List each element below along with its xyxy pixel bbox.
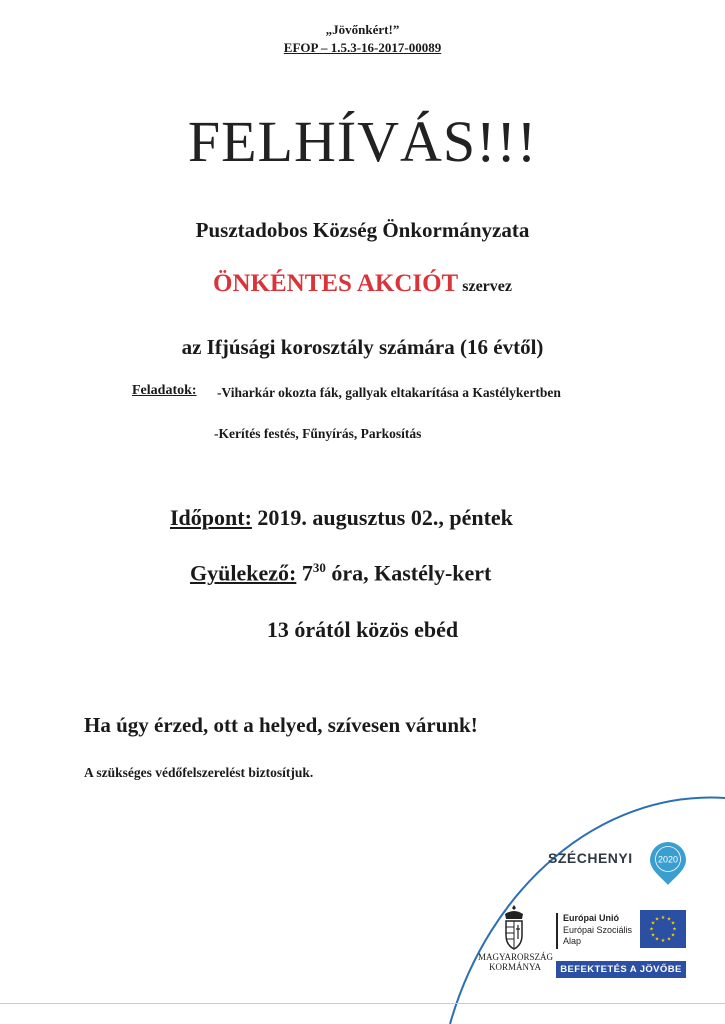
meeting-line <box>190 560 491 586</box>
svg-text:★: ★ <box>650 932 656 939</box>
organizer: Pusztadobos Község Önkormányzata <box>195 218 530 242</box>
invest-banner: BEFEKTETÉS A JÖVŐBE <box>556 961 686 978</box>
meeting-place: óra, Kastély-kert <box>331 560 492 586</box>
government-line-1: MAGYARORSZÁG <box>478 952 554 962</box>
task-item: -Viharkár okozta fák, gallyak eltakarítása a Kastélykertben <box>217 385 561 400</box>
date-line <box>170 505 513 531</box>
svg-text:★: ★ <box>666 916 672 923</box>
svg-text:★: ★ <box>650 920 656 927</box>
lunch-line: 13 órától közös ebéd <box>266 617 459 642</box>
eu-line-3: Alap <box>563 936 582 946</box>
government-label <box>478 952 552 972</box>
szechenyi-label: SZÉCHENYI <box>548 850 633 866</box>
svg-text:★: ★ <box>670 920 676 927</box>
date-value: 2019. augusztus 02., péntek <box>257 505 513 530</box>
svg-text:★: ★ <box>649 926 654 933</box>
svg-text:★: ★ <box>666 936 672 943</box>
eu-divider <box>556 913 558 949</box>
project-code-text: EFOP – 1.5.3-16-2017-00089 <box>283 40 442 55</box>
svg-text:★: ★ <box>660 938 666 944</box>
target-group: az Ifjúsági korosztály számára (16 évtől) <box>181 335 544 359</box>
equipment-note: A szükséges védőfelszerelést biztosítjuk. <box>84 765 314 780</box>
project-code <box>0 40 725 56</box>
government-line-2: KORMÁNYA <box>488 962 541 972</box>
svg-text:★: ★ <box>672 926 677 933</box>
eu-line-2: Európai Szociális <box>563 924 633 935</box>
tasks-label: Feladatok: <box>132 383 197 398</box>
task-item: -Kerítés festés, Fűnyírás, Parkosítás <box>214 426 422 441</box>
government-crest-icon <box>500 903 528 951</box>
invitation-text: Ha úgy érzed, ott a helyed, szívesen várunk! <box>84 713 478 737</box>
action-line <box>0 270 725 298</box>
svg-text:★: ★ <box>654 936 660 943</box>
page-title: FELHÍVÁS!!! <box>187 109 538 174</box>
szechenyi-2020-pin-icon <box>648 840 688 886</box>
svg-text:★: ★ <box>660 915 666 921</box>
eu-label <box>563 913 632 948</box>
meeting-minutes: 30 <box>312 560 326 575</box>
eu-line-1: Európai Unió <box>563 913 619 923</box>
project-name: „Jövőnkért!” <box>325 22 400 37</box>
page-edge-divider <box>0 1003 725 1004</box>
svg-text:★: ★ <box>670 932 676 939</box>
szechenyi-year: 2020 <box>657 854 679 865</box>
date-label: Időpont: <box>170 505 252 530</box>
action-verb: szervez <box>462 278 512 295</box>
meeting-label: Gyülekező: <box>190 560 297 586</box>
svg-text:★: ★ <box>654 916 660 923</box>
eu-flag-icon <box>640 910 686 948</box>
meeting-hour: 7 <box>301 560 313 586</box>
szechenyi-arc <box>448 780 725 1024</box>
action-highlight: ÖNKÉNTES AKCIÓT <box>213 270 459 297</box>
